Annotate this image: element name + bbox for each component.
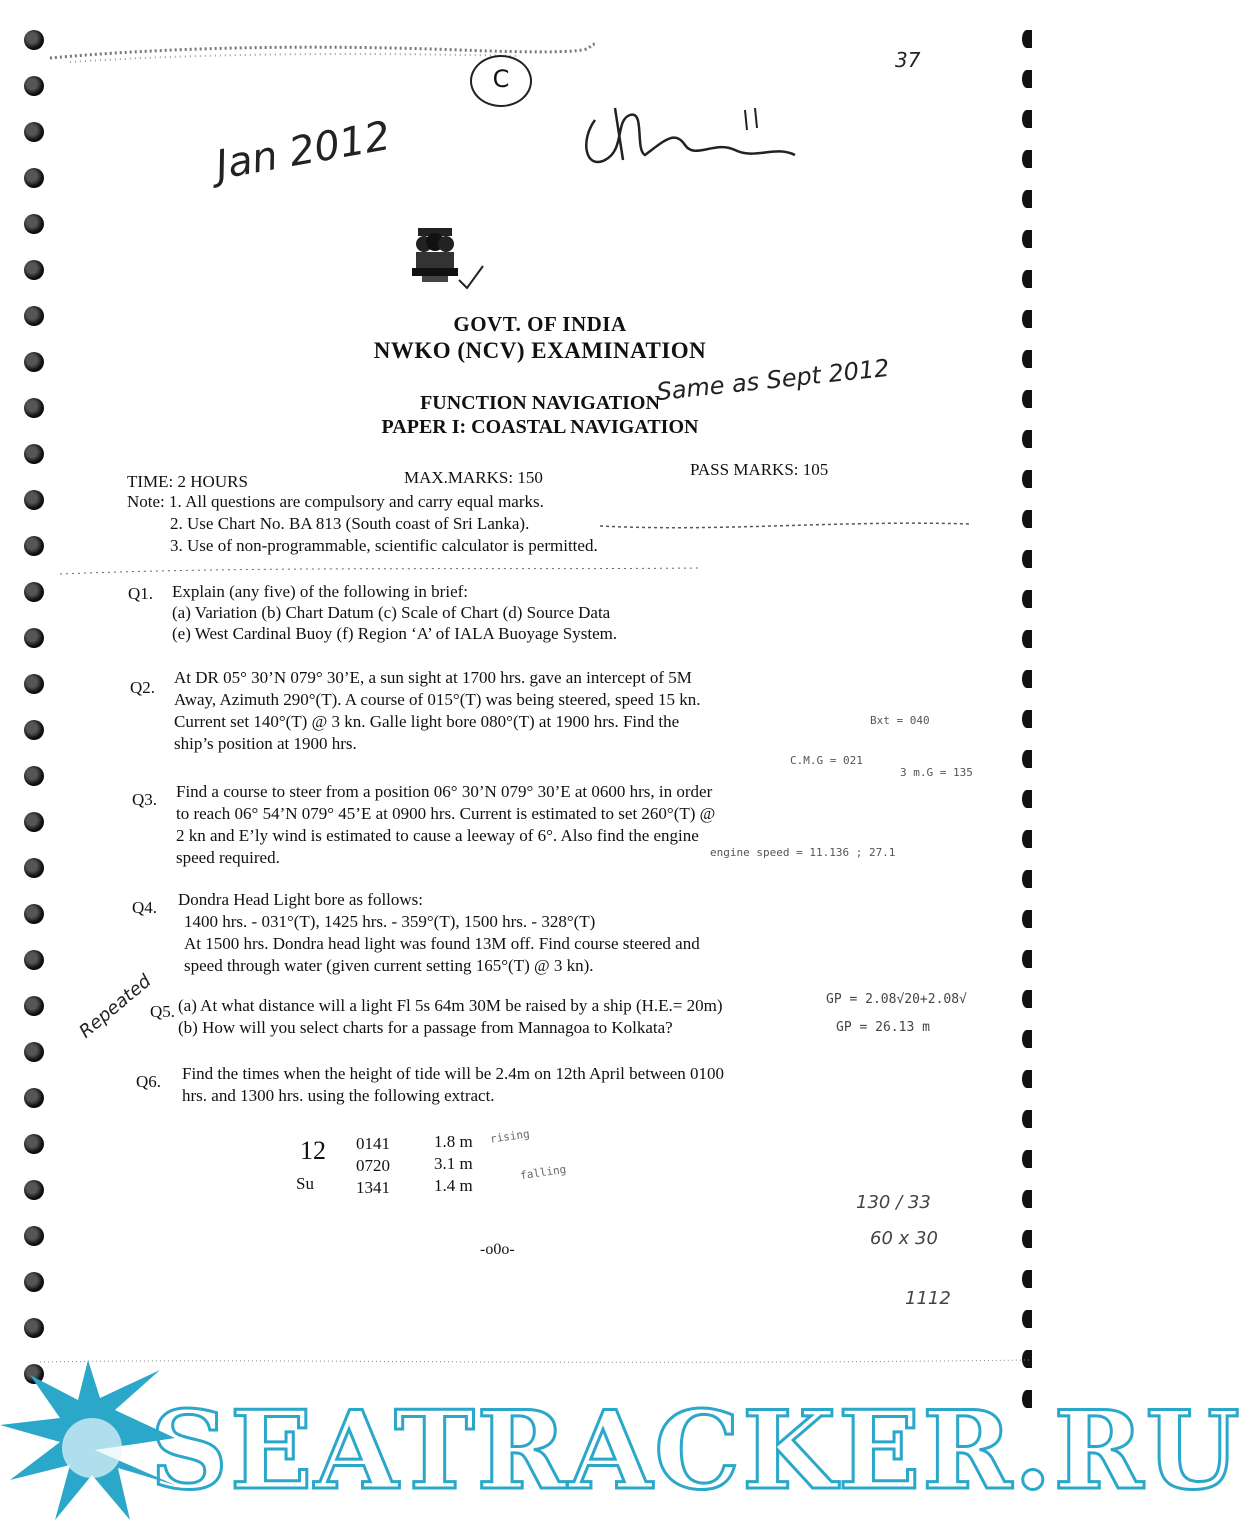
- note-3: 3. Use of non-programmable, scientific calculator is permitted.: [170, 536, 598, 555]
- q4-label: Q4.: [132, 898, 158, 917]
- page-number: 37: [895, 48, 921, 72]
- binder-hole-icon: [1022, 950, 1032, 968]
- tide-row: [434, 1132, 473, 1152]
- binder-hole-icon: [24, 1088, 44, 1108]
- tide-time: 0141: [356, 1134, 390, 1153]
- q6-line-2: hrs. and 1300 hrs. using the following extract.: [182, 1086, 495, 1105]
- tide-row: [434, 1154, 473, 1174]
- q1-label: Q1.: [128, 584, 154, 603]
- watermark-text: SEATRACKER.RU: [150, 1388, 1242, 1514]
- binder-hole-icon: [1022, 710, 1032, 728]
- q4-line-1: Dondra Head Light bore as follows:: [178, 890, 424, 909]
- binder-holes-right: [1022, 30, 1042, 1410]
- binder-hole-icon: [1022, 70, 1032, 88]
- note-1: Note: 1. All questions are compulsory and carry equal marks.: [127, 492, 544, 511]
- q3-margin-note: engine speed = 11.136 ; 27.1: [710, 846, 896, 859]
- binder-hole-icon: [1022, 790, 1032, 808]
- binder-hole-icon: [1022, 510, 1032, 528]
- q3-line-3: 2 kn and E’ly wind is estimated to cause a leeway of 6°. Also find the engine: [176, 826, 699, 845]
- binder-hole-icon: [24, 260, 44, 280]
- header-exam: NWKO (NCV) EXAMINATION: [373, 338, 707, 363]
- q2-line-1: At DR 05° 30’N 079° 30’E, a sun sight at 1700 hrs. gave an intercept of 5M: [174, 668, 692, 687]
- q5-margin-note-2: GP = 26.13 m: [836, 1020, 930, 1035]
- calc-note-3: 1112: [905, 1288, 951, 1309]
- q1-line-3: (e) West Cardinal Buoy (f) Region ‘A’ of IALA Buoyage System.: [172, 624, 618, 643]
- binder-hole-icon: [24, 1318, 44, 1338]
- binder-hole-icon: [1022, 230, 1032, 248]
- scribble-line: [600, 514, 980, 544]
- binder-hole-icon: [1022, 590, 1032, 608]
- check-mark-icon: [455, 262, 485, 292]
- binder-hole-icon: [24, 628, 44, 648]
- max-marks: MAX.MARKS: 150: [404, 468, 543, 487]
- q2-line-4: ship’s position at 1900 hrs.: [174, 734, 357, 753]
- note-2: 2. Use Chart No. BA 813 (South coast of Sri Lanka).: [170, 514, 530, 533]
- binder-hole-icon: [1022, 270, 1032, 288]
- date-note: Jan 2012: [212, 113, 394, 189]
- q3-label: Q3.: [132, 790, 158, 809]
- binder-hole-icon: [1022, 830, 1032, 848]
- q2-line-2: Away, Azimuth 290°(T). A course of 015°(T) was being steered, speed 15 kn.: [174, 690, 701, 709]
- binder-hole-icon: [24, 996, 44, 1016]
- binder-hole-icon: [24, 490, 44, 510]
- binder-hole-icon: [1022, 910, 1032, 928]
- pass-marks: PASS MARKS: 105: [690, 460, 829, 479]
- binder-hole-icon: [1022, 750, 1032, 768]
- binder-hole-icon: [1022, 870, 1032, 888]
- tide-note-rising: rising: [489, 1127, 531, 1146]
- same-as-note: Same as Sept 2012: [655, 353, 891, 407]
- binder-hole-icon: [24, 858, 44, 878]
- tide-day-name: Su: [296, 1174, 314, 1193]
- header-govt: GOVT. OF INDIA: [453, 312, 627, 336]
- signature: [575, 100, 815, 180]
- q2-margin-note-2: C.M.G = 021: [790, 754, 863, 767]
- tide-row: [356, 1134, 390, 1154]
- tide-row: [434, 1176, 473, 1196]
- binder-hole-icon: [1022, 30, 1032, 48]
- binder-hole-icon: [24, 444, 44, 464]
- binder-hole-icon: [24, 1180, 44, 1200]
- q1-line-1: Explain (any five) of the following in brief:: [172, 582, 468, 601]
- binder-hole-icon: [1022, 550, 1032, 568]
- binder-hole-icon: [1022, 1310, 1032, 1328]
- q1-line-2: (a) Variation (b) Chart Datum (c) Scale of Chart (d) Source Data: [172, 603, 611, 622]
- header-function: FUNCTION NAVIGATION: [420, 392, 660, 414]
- q6-label: Q6.: [136, 1072, 162, 1091]
- stamp-letter: C: [470, 55, 532, 107]
- binder-hole-icon: [24, 674, 44, 694]
- tide-height: 1.8 m: [434, 1132, 473, 1151]
- binder-hole-icon: [24, 766, 44, 786]
- binder-hole-icon: [1022, 1070, 1032, 1088]
- binder-hole-icon: [1022, 630, 1032, 648]
- binder-hole-icon: [24, 1226, 44, 1246]
- header-paper: PAPER I: COASTAL NAVIGATION: [381, 416, 699, 438]
- binder-hole-icon: [24, 1134, 44, 1154]
- binder-hole-icon: [1022, 1270, 1032, 1288]
- tide-row: [356, 1178, 390, 1198]
- binder-hole-icon: [24, 582, 44, 602]
- q5-line-2: (b) How will you select charts for a passage from Mannagoa to Kolkata?: [178, 1018, 673, 1037]
- tide-note-falling: falling: [519, 1162, 568, 1183]
- q5-label: Q5.: [150, 1002, 176, 1021]
- q5-margin-note-1: GP = 2.08√20+2.08√: [826, 992, 967, 1007]
- q3-line-2: to reach 06° 54’N 079° 45’E at 0900 hrs. Current is estimated to set 260°(T) @: [176, 804, 716, 823]
- q5-line-1: (a) At what distance will a light Fl 5s 64m 30M be raised by a ship (H.E.= 20m): [178, 996, 723, 1015]
- binder-hole-icon: [1022, 1190, 1032, 1208]
- binder-hole-icon: [1022, 1030, 1032, 1048]
- binder-hole-icon: [24, 122, 44, 142]
- q2-line-3: Current set 140°(T) @ 3 kn. Galle light bore 080°(T) at 1900 hrs. Find the: [174, 712, 680, 731]
- q2-margin-note-1: Bxt = 040: [870, 714, 930, 727]
- calc-note-2: 60 x 30: [870, 1228, 938, 1249]
- time-allowed: TIME: 2 HOURS: [127, 472, 248, 491]
- q3-line-1: Find a course to steer from a position 06° 30’N 079° 30’E at 0600 hrs, in order: [176, 782, 713, 801]
- q4-line-4: speed through water (given current setting 165°(T) @ 3 kn).: [184, 956, 594, 975]
- binder-hole-icon: [1022, 190, 1032, 208]
- binder-hole-icon: [24, 536, 44, 556]
- q6-line-1: Find the times when the height of tide will be 2.4m on 12th April between 0100: [182, 1064, 725, 1083]
- binder-hole-icon: [1022, 110, 1032, 128]
- q4-line-3: At 1500 hrs. Dondra head light was found 13M off. Find course steered and: [184, 934, 700, 953]
- binder-hole-icon: [1022, 670, 1032, 688]
- tide-day-number: 12: [300, 1136, 326, 1165]
- binder-hole-icon: [24, 1042, 44, 1062]
- binder-holes-left: [24, 30, 50, 1410]
- tide-height: 3.1 m: [434, 1154, 473, 1173]
- binder-hole-icon: [1022, 470, 1032, 488]
- binder-hole-icon: [1022, 1230, 1032, 1248]
- binder-hole-icon: [1022, 990, 1032, 1008]
- binder-hole-icon: [24, 168, 44, 188]
- binder-hole-icon: [24, 812, 44, 832]
- binder-hole-icon: [24, 1272, 44, 1292]
- tide-height: 1.4 m: [434, 1176, 473, 1195]
- tide-time: 0720: [356, 1156, 390, 1175]
- scribble-line: [60, 560, 920, 580]
- q2-label: Q2.: [130, 678, 156, 697]
- binder-hole-icon: [24, 950, 44, 970]
- binder-hole-icon: [1022, 150, 1032, 168]
- tide-row: [356, 1156, 390, 1176]
- repeated-note: Repeated: [75, 970, 156, 1043]
- end-mark: -o0o-: [480, 1241, 515, 1258]
- binder-hole-icon: [1022, 1150, 1032, 1168]
- binder-hole-icon: [1022, 1110, 1032, 1128]
- binder-hole-icon: [24, 904, 44, 924]
- calc-note-1: 130 / 33: [856, 1192, 931, 1213]
- q4-line-2: 1400 hrs. - 031°(T), 1425 hrs. - 359°(T), 1500 hrs. - 328°(T): [184, 912, 596, 931]
- binder-hole-icon: [24, 214, 44, 234]
- binder-hole-icon: [24, 76, 44, 96]
- q2-margin-note-3: 3 m.G = 135: [900, 766, 973, 779]
- q3-line-4: speed required.: [176, 848, 280, 867]
- tide-time: 1341: [356, 1178, 390, 1197]
- binder-hole-icon: [24, 720, 44, 740]
